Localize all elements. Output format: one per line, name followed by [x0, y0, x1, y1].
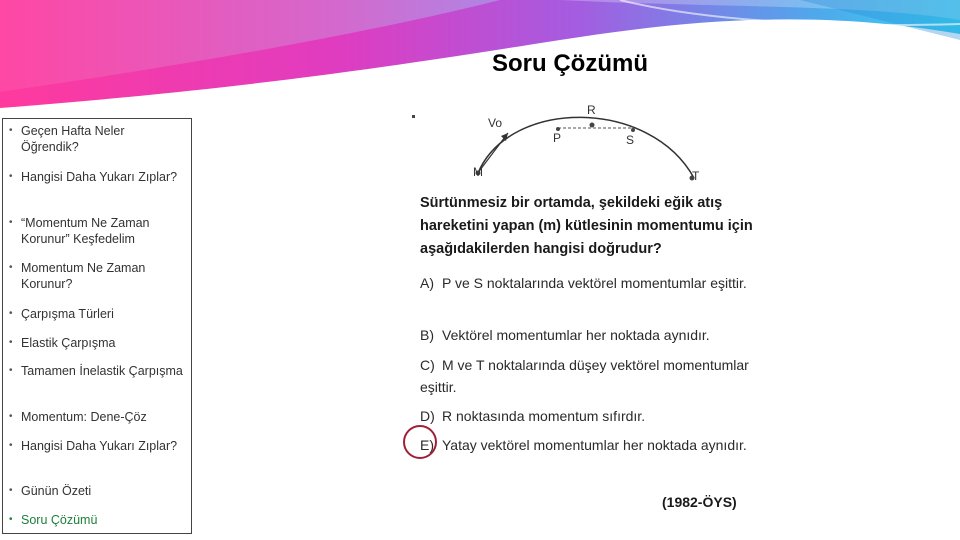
option-letter: C) — [420, 357, 435, 373]
sidebar-item-label: “Momentum Ne Zaman Korunur” Keşfedelim — [21, 216, 150, 246]
sidebar-item-label: Momentum: Dene-Çöz — [21, 410, 147, 424]
bullet-icon: • — [9, 308, 13, 319]
option-letter: D) — [420, 408, 435, 424]
bullet-icon: • — [9, 125, 13, 136]
sidebar-item-label: Günün Özeti — [21, 484, 92, 498]
sidebar-nav — [2, 118, 192, 534]
question-scan — [400, 100, 770, 530]
sidebar-item-label: Soru Çözümü — [21, 513, 98, 527]
sidebar-item-hangisi-yukari-2[interactable] — [9, 438, 184, 454]
sidebar-item-label: Çarpışma Türleri — [21, 307, 114, 321]
option-text: Yatay vektörel momentumlar her noktada aynıdır. — [442, 437, 747, 453]
option-letter: B) — [420, 327, 434, 343]
label-p: P — [553, 131, 562, 145]
label-r: R — [587, 103, 596, 117]
sidebar-item-gecen-hafta[interactable] — [9, 123, 184, 155]
option-text: Vektörel momentumlar her noktada aynıdır. — [442, 327, 710, 343]
option-d — [420, 405, 765, 427]
bullet-icon: • — [9, 171, 13, 182]
label-m: M — [473, 165, 483, 179]
option-letter: A) — [420, 275, 434, 291]
option-e — [420, 434, 765, 456]
option-letter: E) — [420, 437, 434, 453]
option-text: R noktasında momentum sıfırdır. — [442, 408, 646, 424]
bullet-icon: • — [9, 337, 13, 348]
bullet-icon: • — [9, 217, 13, 228]
sidebar-item-label: Geçen Hafta Neler Öğrendik? — [21, 124, 125, 154]
sidebar-item-label: Momentum Ne Zaman Korunur? — [21, 261, 146, 291]
option-a — [420, 272, 765, 294]
page-title: Soru Çözümü — [492, 50, 648, 77]
bullet-icon: • — [9, 365, 13, 376]
option-text: P ve S noktalarında vektörel momentumlar eşittir. — [442, 275, 747, 291]
sidebar-item-inelastik-carpisma[interactable] — [9, 363, 184, 379]
sidebar-item-momentum-kesfedelim[interactable] — [9, 215, 184, 247]
sidebar-item-label: Hangisi Daha Yukarı Zıplar? — [21, 170, 178, 184]
sidebar-item-carpisma-turleri[interactable] — [9, 306, 184, 322]
bullet-icon: • — [9, 262, 13, 273]
sidebar-item-label: Elastik Çarpışma — [21, 336, 116, 350]
sidebar-item-soru-cozumu[interactable] — [9, 512, 184, 528]
option-b — [420, 324, 765, 346]
label-s: S — [626, 133, 635, 147]
bullet-icon: • — [9, 485, 13, 496]
sidebar-item-momentum-korunur[interactable] — [9, 260, 184, 292]
option-c — [420, 354, 765, 398]
bullet-icon: • — [9, 440, 13, 451]
projectile-figure — [400, 100, 770, 190]
bullet-icon: • — [9, 514, 13, 525]
sidebar-item-hangisi-yukari-1[interactable] — [9, 169, 184, 185]
label-vo: Vo — [488, 116, 503, 130]
sidebar-item-gunun-ozeti[interactable] — [9, 483, 184, 499]
answer-circle — [403, 425, 437, 459]
bullet-icon: • — [9, 411, 13, 422]
sidebar-item-label: Hangisi Daha Yukarı Zıplar? — [21, 439, 178, 453]
option-text: M ve T noktalarında düşey vektörel momentumlar eşittir. — [420, 357, 749, 395]
question-stem: Sürtünmesiz bir ortamda, şekildeki eğik atış hareketini yapan (m) kütlesinin momentumu için aşağıdakilerden hangisi doğrudur? — [420, 195, 753, 257]
sidebar-item-label: Tamamen İnelastik Çarpışma — [21, 364, 183, 378]
label-t: T — [692, 169, 700, 183]
sidebar-item-elastik-carpisma[interactable] — [9, 335, 184, 351]
question-source: (1982-ÖYS) — [662, 494, 737, 510]
sidebar-item-dene-coz[interactable] — [9, 409, 184, 425]
